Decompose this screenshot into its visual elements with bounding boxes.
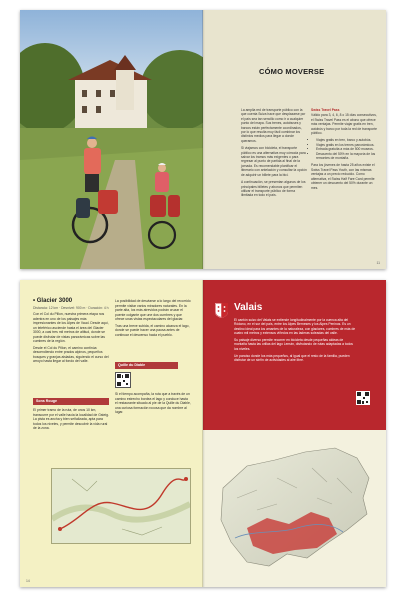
route-col2-after: Si el tiempo acompaña, la ruta que a través de un camino estrecho bordea el lago y conduce hasta el restaurante situado al pie de la Quille du Diable, una curiosa formación rocosa que da nombre al lugar. [115, 392, 191, 414]
pass-benefits-list [311, 138, 377, 160]
valais-title: Valais [234, 302, 263, 313]
box-label-sons-rouge: Sons Rouge [33, 398, 109, 405]
box-text-sons-rouge [33, 408, 109, 433]
route-meta: Distancia: 12 km · Desnivel: 900 m · Duración: 4 h [33, 305, 109, 310]
valais-paragraph-1: El cantón suizo del Valais se extiende longitudinalmente por la cuenca alta del Ródano, en el sur del país, entre los Alpes Berneses y los Alpes Peninos. Es un destino ideal para los amantes de la naturaleza, con glaciares, cumbres de más de cuatro mil metros y extensos viñedos en las laderas soleadas del valle. [234, 318, 356, 335]
top-spread [20, 10, 386, 269]
page-number: 14 [26, 579, 30, 583]
pass-benefit: • Viajes gratis en los trenes panorámicos. [316, 143, 377, 147]
box-label-quille-du-diable: Quille du Diable [115, 362, 178, 369]
valais-qr-code-icon [356, 391, 370, 405]
cyclists-photo [20, 10, 203, 269]
route-column-1 [33, 299, 109, 366]
route-col2-paragraph-1: La posibilidad de desviarse a lo largo del recorrido permite visitar varios miradores naturales. En la parte alta, los más atrevidos podrán cruzar el puente colgante que une dos cumbres y que ofrece unas vistas espectaculares del glaciar. [115, 299, 191, 321]
left-text-column [241, 108, 307, 201]
box-paragraph: El primer tramo de la ruta, de unos 10 km, transcurre por el valle hacia la localidad de Gsteig. La pista es ancha y bien señalizada, apta para todos los niveles, y permite descubrir la vida rural de la zona. [33, 408, 109, 430]
route-col2-paragraph-2: Tras una breve subida, el camino alcanza el lago, donde se puede hacer una pausa antes de continuar el descenso hacia el pueblo. [115, 323, 190, 337]
route-title: • Glacier 3000 [33, 298, 73, 304]
pass-title: Swiss Travel Pass [311, 108, 340, 112]
pass-intro: Válido para 3, 4, 6, 8 o 15 días consecutivos, el Swiss Travel Pass es el abono que ofrece más ventajas. Permite viajar gratis en tren, autobús y barco por toda la red de transporte público. [311, 113, 377, 136]
bottom-spread [20, 280, 386, 587]
valais-shield-icon [215, 303, 228, 318]
pass-outro: Para los jóvenes de hasta 25 años existe el Swiss Travel Pass Youth, con las mismas ventajas a un precio reducido. Como alternativa, el Swiss Half Fare Card permite obtener un descuento del 50% durante un mes. [311, 163, 375, 190]
route-map [51, 468, 191, 544]
book-gutter [202, 280, 205, 587]
pass-benefit: • Entrada gratuita a más de 500 museos. [316, 147, 377, 151]
right-page-como-moverse [203, 10, 386, 269]
valais-text [234, 318, 356, 366]
pass-benefit: • Viajes gratis en tren, barco y autobús. [316, 138, 377, 142]
page-number: 11 [376, 261, 380, 265]
route-paragraph-1: Con el Col du Pillon, nuestra primera etapa nos adentra en uno de los paisajes más impresionantes de los Alpes de Vaud. Desde aquí, un teleférico asciende hasta el área del Glacier 3000, a casi tres mil metros de altitud, donde se puede disfrutar de vistas panorámicas sobre las cumbres de la región. [33, 312, 109, 343]
switzerland-relief-map [217, 438, 375, 576]
route-column-2 [115, 299, 191, 339]
route-column-2-continued [115, 392, 191, 417]
left-paragraph-3: A continuación, se presentan algunos de los principales billetes y abonos que permiten utilizar el transporte público de forma ilimitada en todo el país. [241, 180, 306, 198]
right-text-column [311, 108, 377, 193]
route-paragraph-2: Desde el Col du Pillon, el camino continúa descendiendo entre prados alpinos, pequeños bosques y granjas aisladas, siguiendo el curso del arroyo hasta llegar al fondo del valle. [33, 345, 109, 363]
pass-benefit: • Descuento del 50% en la mayoría de los remontes de montaña. [316, 152, 377, 161]
book-gutter [202, 10, 205, 269]
left-page-route [20, 280, 203, 587]
valais-paragraph-3: Un paraíso donde los más pequeños, al igual que el resto de la familia, pueden disfrutar de un sinfín de actividades al aire libre. [234, 354, 350, 363]
section-heading: CÓMO MOVERSE [259, 67, 325, 76]
left-paragraph-1: La amplia red de transporte público con la que cuenta Suiza hace que desplazarse por el país sea tan sencillo como ir a cualquier punto del mapa. Sus trenes, autobuses y barcos están perfectamente coordinados, por lo que resulta muy fácil combinar los distintos medios para llegar a donde queramos. [241, 108, 306, 143]
left-paragraph-2: Si viajamos con bicicleta, el transporte público es una alternativa muy cómoda para salvar los tramos más exigentes o para regresar al punto de partida al final de la jornada. Es recomendable planificar el itinerario con antelación y consultar la opción de adquirir un billete para la bici. [241, 146, 307, 177]
right-page-valais [203, 280, 386, 587]
valais-paragraph-2: Su paisaje diverso permite recorrer en bicicleta desde pequeñas aldeas de montaña hasta las orillas del lago Lemán, disfrutando de rutas adaptadas a todos los niveles. [234, 338, 353, 351]
qr-code-icon [115, 372, 131, 388]
